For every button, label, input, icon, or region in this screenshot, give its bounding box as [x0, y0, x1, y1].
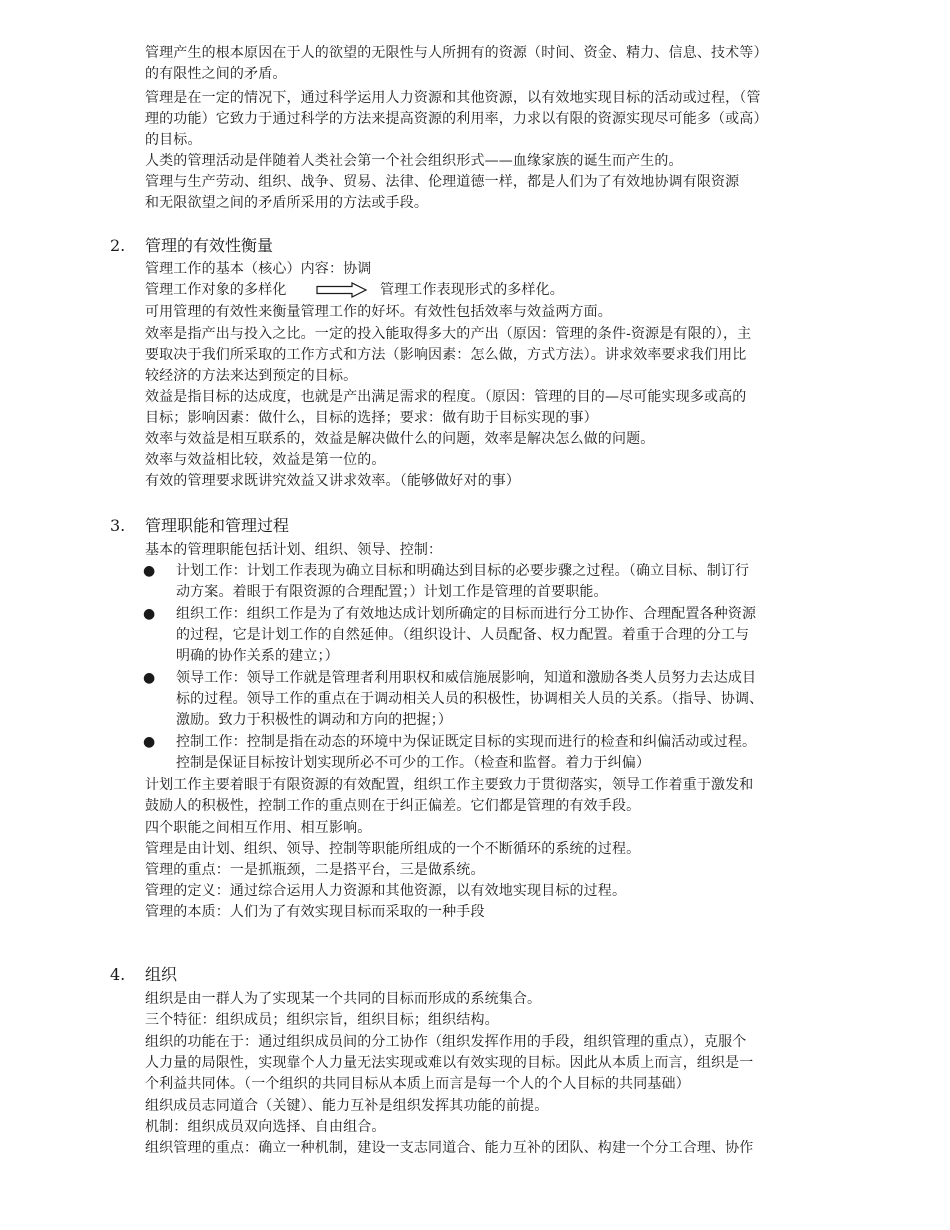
- bullet-text-line: 计划工作：计划工作表现为确立目标和明确达到目标的必要步骤之过程。（确立目标、制订行: [176, 563, 750, 579]
- section-number: 4.: [110, 965, 126, 984]
- text-line: 较经济的方法来达到预定的目标。: [145, 368, 358, 384]
- text-line: 四个职能之间相互作用、相互影响。: [145, 820, 372, 836]
- text-line: 效率与效益相比较，效益是第一位的。: [145, 452, 386, 468]
- bullet-text-line: 组织工作：组织工作是为了有效地达成计划所确定的目标而进行分工协作、合理配置各种资源: [176, 606, 757, 622]
- bullet-text-line: 动方案。着眼于有限资源的合理配置；）计划工作是管理的首要职能。: [176, 584, 608, 600]
- text-line: 的目标。: [145, 132, 202, 148]
- text-line: 和无限欲望之间的矛盾所采用的方法或手段。: [145, 195, 428, 211]
- text-line: 基本的管理职能包括计划、组织、领导、控制：: [145, 542, 443, 558]
- text-line: 目标；影响因素：做什么，目标的选择；要求：做有助于目标实现的事）: [145, 410, 598, 426]
- bullet-text-line: 领导工作：领导工作就是管理者利用职权和威信施展影响，知道和激励各类人员努力去达成目: [176, 670, 757, 686]
- bullet-text-line: 的过程，它是计划工作的自然延伸。（组织设计、人员配备、权力配置。着重于合理的分工与: [176, 627, 750, 643]
- text-line: 效率与效益是相互联系的，效益是解决做什么的问题，效率是解决怎么做的问题。: [145, 431, 655, 447]
- section-number: 3.: [110, 516, 126, 535]
- text-line: 管理工作的基本（核心）内容：协调: [145, 261, 372, 277]
- bullet-text-line: 控制工作：控制是指在动态的环境中为保证既定目标的实现而进行的检查和纠偏活动或过程。: [176, 734, 757, 750]
- section-title: 管理职能和管理过程: [145, 516, 290, 535]
- text-line: 可用管理的有效性来衡量管理工作的好坏。有效性包括效率与效益两方面。: [145, 304, 612, 320]
- text-line: 管理的定义：通过综合运用人力资源和其他资源，以有效地实现目标的过程。: [145, 883, 627, 899]
- text-line: 组织是由一群人为了实现某一个共同的目标而形成的系统集合。: [145, 991, 542, 1007]
- text-line: 的有限性之间的矛盾。: [145, 66, 287, 82]
- section-title: 组织: [145, 965, 178, 984]
- bullet-text-line: 标的过程。领导工作的重点在于调动相关人员的积极性，协调相关人员的关系。（指导、协调、: [176, 691, 764, 707]
- text-line: 鼓励人的积极性，控制工作的重点则在于纠正偏差。它们都是管理的有效手段。: [145, 798, 641, 814]
- bullet-icon: ●: [143, 606, 156, 622]
- text-line: 要取决于我们所采取的工作方式和方法（影响因素：怎么做，方式方法）。讲求效率要求我们用比: [145, 347, 747, 363]
- text-line: 组织管理的重点：确立一种机制，建设一支志同道合、能力互补的团队、构建一个分工合理、协作: [145, 1140, 754, 1156]
- bullet-icon: ●: [143, 563, 156, 579]
- bullet-text-line: 明确的协作关系的建立；）: [176, 648, 339, 664]
- bullet-icon: ●: [143, 670, 156, 686]
- text-line: 管理是由计划、组织、领导、控制等职能所组成的一个不断循环的系统的过程。: [145, 841, 641, 857]
- section-number: 2.: [110, 236, 126, 255]
- text-line: 管理产生的根本原因在于人的欲望的无限性与人所拥有的资源（时间、资金、精力、信息、技术等）: [145, 45, 768, 61]
- text-line: 人力量的局限性，实现靠个人力量无法实现或难以有效实现的目标。因此从本质上而言，组织是一: [145, 1055, 754, 1071]
- bullet-text-line: 控制是保证目标按计划实现所必不可少的工作。（检查和监督。着力于纠偏）: [176, 755, 651, 771]
- text-line: 管理的本质：人们为了有效实现目标而采取的一种手段: [145, 904, 485, 920]
- text-line: 有效的管理要求既讲究效益又讲求效率。（能够做好对的事）: [145, 473, 521, 489]
- text-line: 机制：组织成员双向选择、自由组合。: [145, 1119, 386, 1135]
- bullet-text-line: 激励。致力于积极性的调动和方向的把握；）: [176, 712, 452, 728]
- text-line: 计划工作主要着眼于有限资源的有效配置，组织工作主要致力于贯彻落实，领导工作着重于激发和: [145, 777, 754, 793]
- text-line: 理的功能）它致力于通过科学的方法来提高资源的利用率，力求以有限的资源实现尽可能多（或高）: [145, 111, 768, 127]
- right-arrow-icon: [316, 282, 368, 298]
- text-line: 个利益共同体。（一个组织的共同目标从本质上而言是每一个人的个人目标的共同基础）: [145, 1076, 690, 1092]
- diversity-right: 管理工作表现形式的多样化。: [380, 282, 564, 298]
- text-line: 人类的管理活动是伴随着人类社会第一个社会组织形式——血缘家族的诞生而产生的。: [145, 153, 683, 169]
- text-line: 管理是在一定的情况下，通过科学运用人力资源和其他资源，以有效地实现目标的活动或过程，（管: [145, 90, 761, 106]
- diversity-left: 管理工作对象的多样化: [145, 282, 287, 298]
- section-title: 管理的有效性衡量: [145, 236, 274, 255]
- text-line: 组织的功能在于：通过组织成员间的分工协作（组织发挥作用的手段，组织管理的重点），克服个: [145, 1034, 747, 1050]
- text-line: 效率是指产出与投入之比。一定的投入能取得多大的产出（原因：管理的条件-资源是有限的），主: [145, 326, 752, 342]
- text-line: 管理的重点：一是抓瓶颈，二是搭平台，三是做系统。: [145, 862, 485, 878]
- text-line: 三个特征：组织成员；组织宗旨，组织目标；组织结构。: [145, 1012, 499, 1028]
- text-line: 管理与生产劳动、组织、战争、贸易、法律、伦理道德一样，都是人们为了有效地协调有限资源: [145, 174, 740, 190]
- text-line: 效益是指目标的达成度，也就是产出满足需求的程度。（原因：管理的目的—尽可能实现多或高的: [145, 389, 747, 405]
- text-line: 组织成员志同道合（关键）、能力互补是组织发挥其功能的前提。: [145, 1098, 549, 1114]
- bullet-icon: ●: [143, 734, 156, 750]
